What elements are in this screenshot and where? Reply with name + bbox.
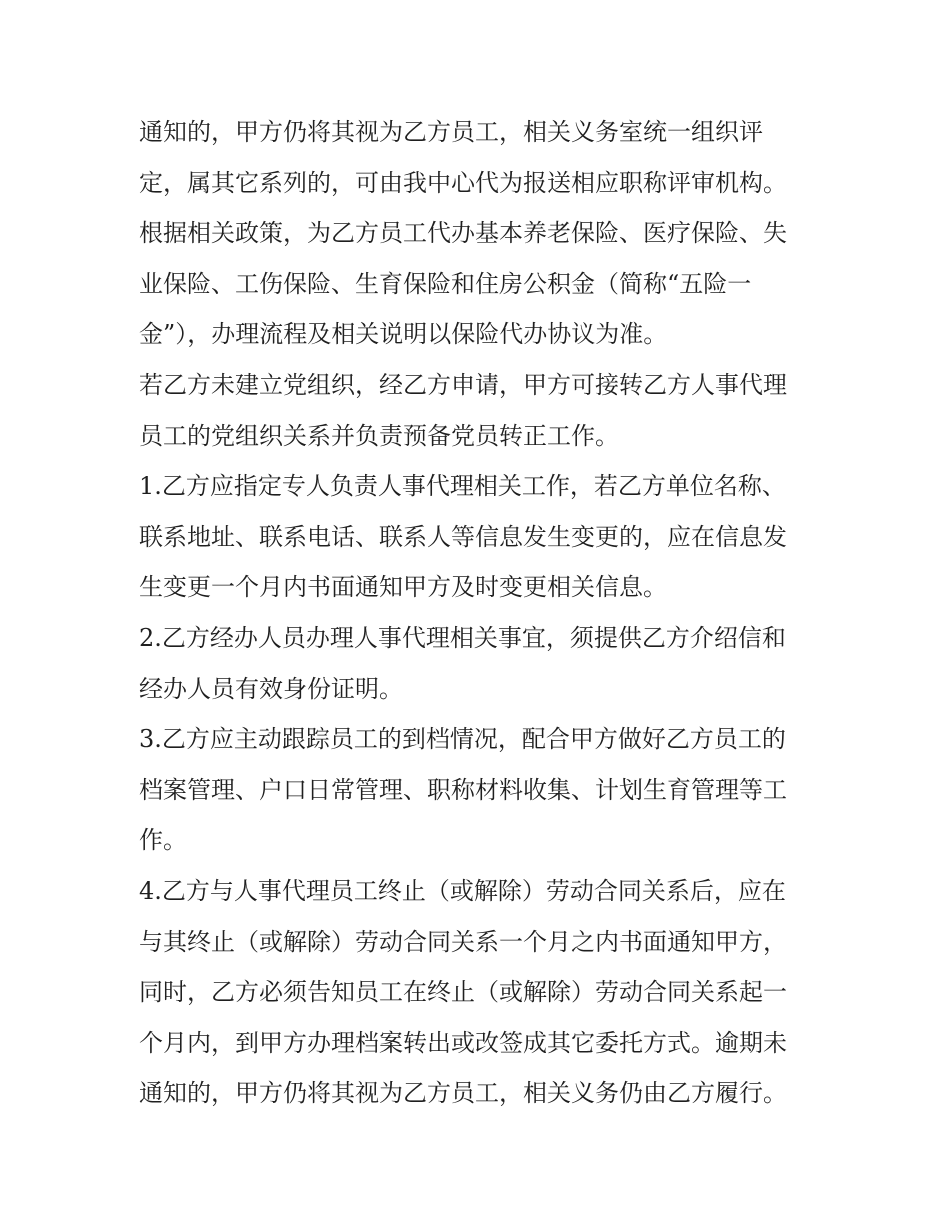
text-line: 同时，乙方必须告知员工在终止（或解除）劳动合同关系起一 (139, 978, 787, 1007)
text-line: 经办人员有效身份证明。 (139, 674, 403, 703)
text-line: 4.乙方与人事代理员工终止（或解除）劳动合同关系后，应在 (139, 876, 786, 905)
document-body (139, 107, 829, 1119)
text-line: 1.乙方应指定专人负责人事代理相关工作，若乙方单位名称、 (139, 472, 786, 501)
text-line: 根据相关政策，为乙方员工代办基本养老保险、医疗保险、失 (139, 219, 787, 248)
text-line: 通知的，甲方仍将其视为乙方员工，相关义务仍由乙方履行。 (139, 1079, 787, 1108)
text-line: 金”），办理流程及相关说明以保险代办协议为准。 (139, 320, 668, 349)
text-line: 与其终止（或解除）劳动合同关系一个月之内书面通知甲方， (139, 927, 787, 956)
text-line: 若乙方未建立党组织，经乙方申请，甲方可接转乙方人事代理 (139, 370, 787, 399)
text-line: 档案管理、户口日常管理、职称材料收集、计划生育管理等工 (139, 775, 787, 804)
text-line: 生变更一个月内书面通知甲方及时变更相关信息。 (139, 573, 667, 602)
text-line: 通知的，甲方仍将其视为乙方员工，相关义务室统一组织评 (139, 118, 763, 146)
text-line: 定，属其它系列的，可由我中心代为报送相应职称评审机构。 (139, 168, 787, 197)
text-line: 2.乙方经办人员办理人事代理相关事宜，须提供乙方介绍信和 (139, 623, 786, 652)
text-line: 3.乙方应主动跟踪员工的到档情况，配合甲方做好乙方员工的 (139, 725, 786, 754)
text-line: 员工的党组织关系并负责预备党员转正工作。 (139, 421, 619, 450)
text-line: 个月内，到甲方办理档案转出或改签成其它委托方式。逾期未 (139, 1028, 787, 1057)
text-line: 联系地址、联系电话、联系人等信息发生变更的，应在信息发 (139, 522, 787, 551)
text-line: 作。 (139, 826, 187, 855)
text-line: 业保险、工伤保险、生育保险和住房公积金（简称“五险一 (139, 269, 752, 298)
